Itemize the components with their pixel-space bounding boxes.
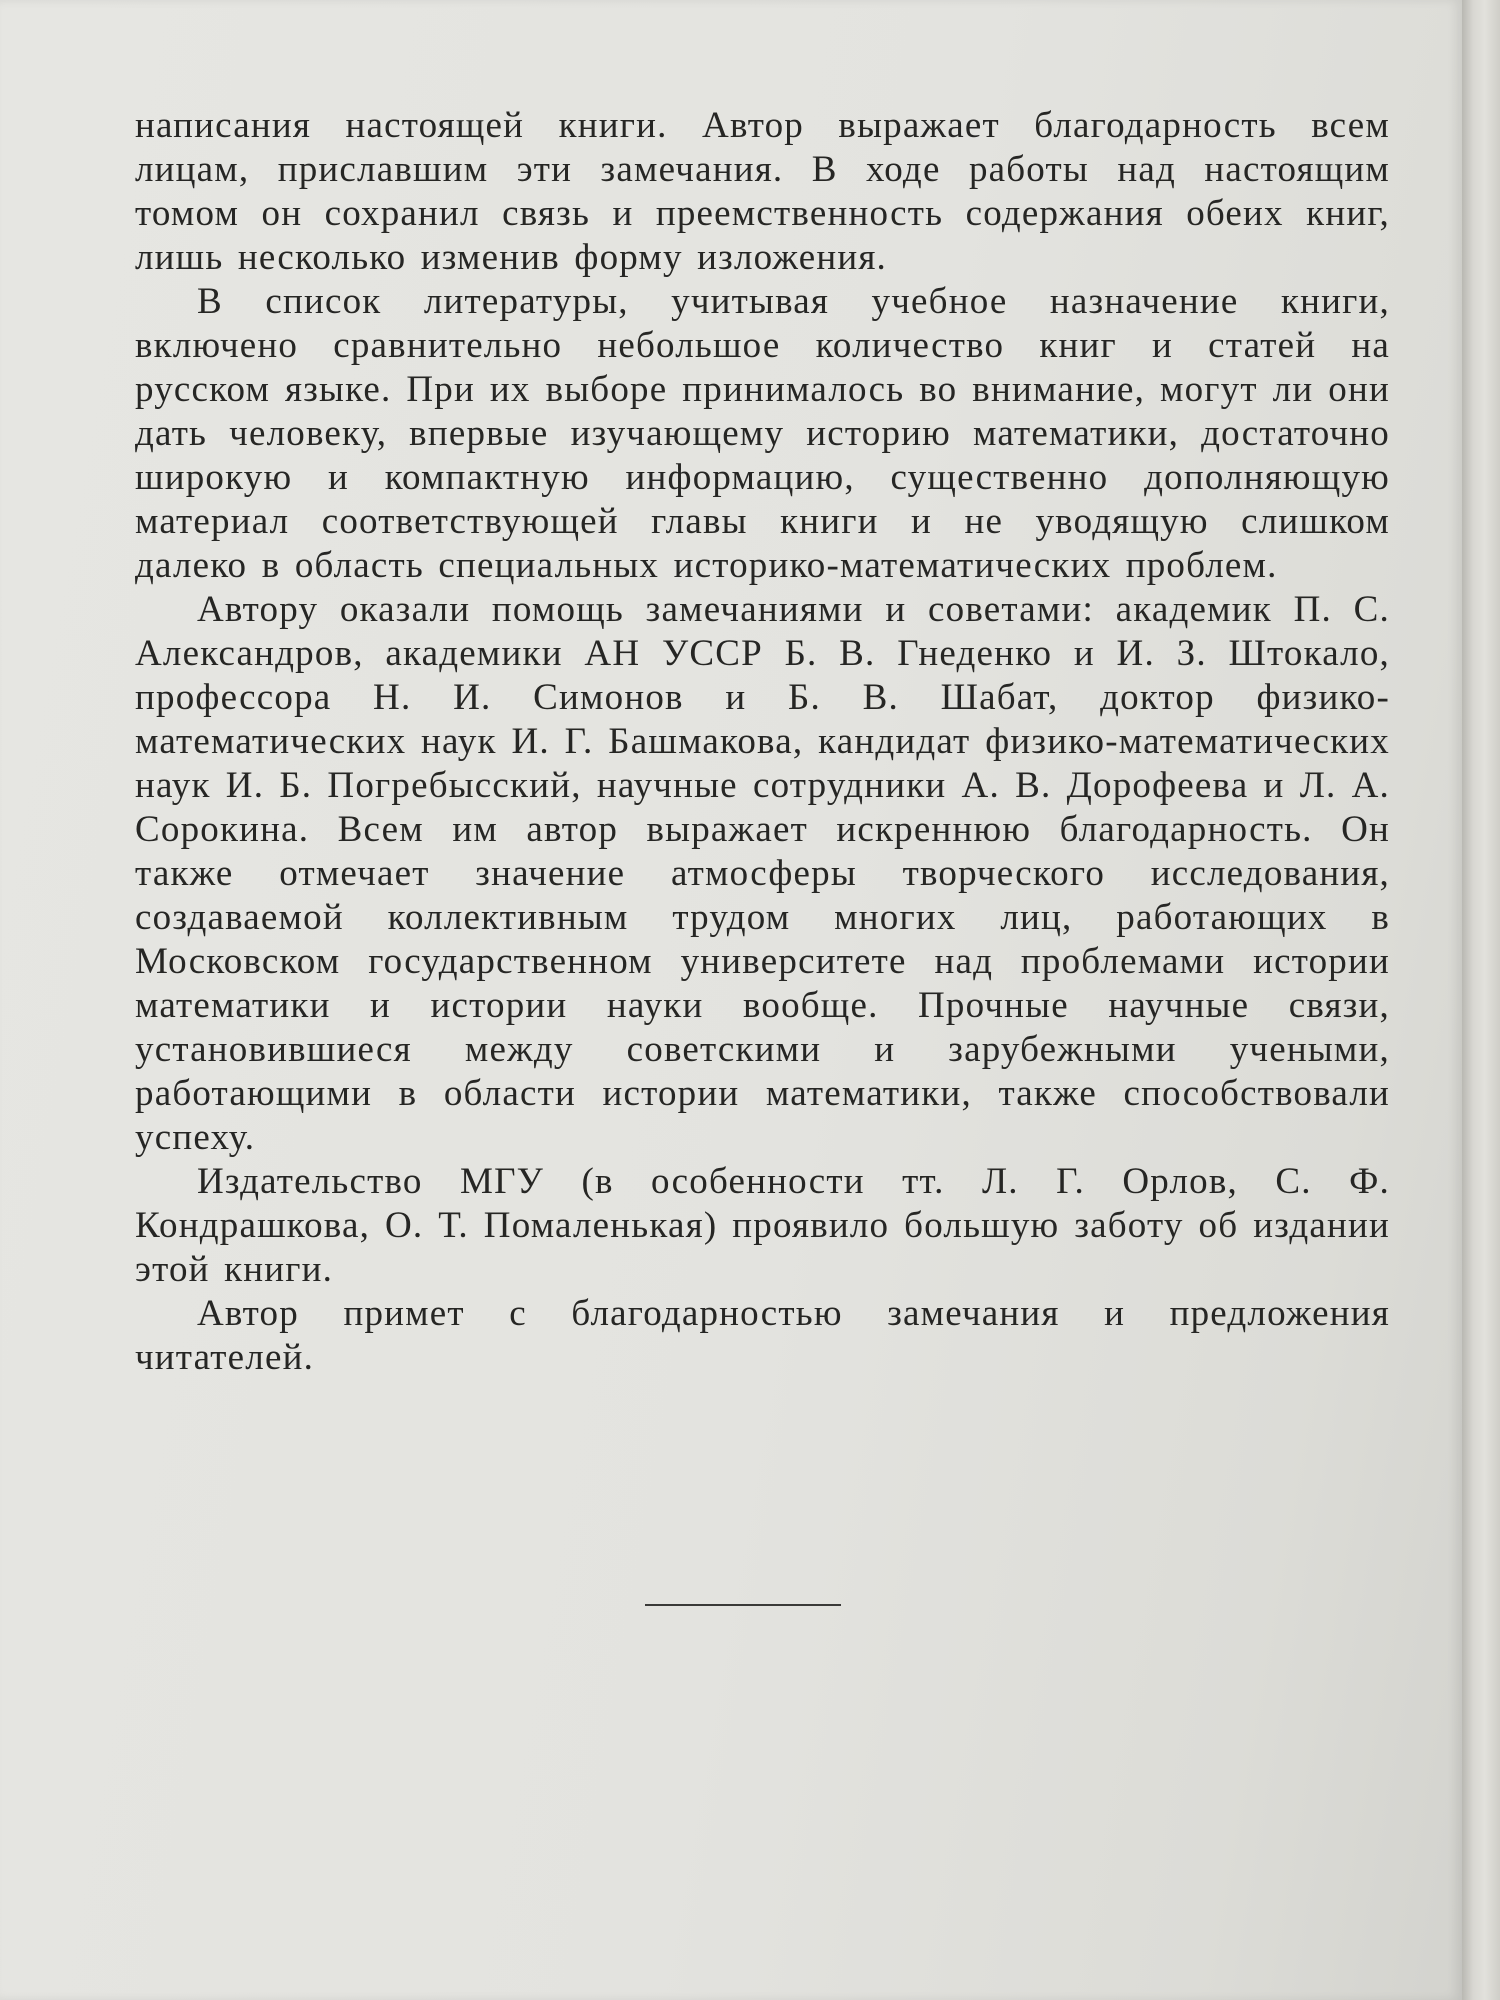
- page-edge: [1462, 0, 1500, 2000]
- end-rule-divider: [645, 1604, 841, 1606]
- page-text: [135, 104, 1390, 1380]
- paragraph-acknowledgements: Автору оказали помощь замечаниями и советами: академик П. С. Александров, академики АН УССР Б. В. Гнеденко и И. З. Штокало, профессора Н. И. Симонов и Б. В. Шабат, доктор физико-математических наук И. Г. Башмакова, кандидат физико-математических наук И. Б. Погребысский, научные сотрудники А. В. Дорофеева и Л. А. Сорокина. Всем им автор выражает искреннюю благодарность. Он также отмечает значение атмосферы творческого исследования, создаваемой коллективным трудом многих лиц, работающих в Московском государственном университете над проблемами истории математики и истории науки вообще. Прочные научные связи, установившиеся между советскими и зарубежными учеными, работающими в области истории математики, также способствовали успеху.: [135, 589, 1390, 1158]
- paragraph-bibliography: В список литературы, учитывая учебное назначение книги, включено сравнительно небольшое количество книг и статей на русском языке. При их выборе принималось во внимание, могут ли они дать человеку, впервые изучающему историю математики, достаточно широкую и компактную информацию, существенно дополняющую материал соответствующей главы книги и не уводящую слишком далеко в область специальных историко-математических проблем.: [135, 281, 1390, 586]
- paragraph-continuation: написания настоящей книги. Автор выражает благодарность всем лицам, приславшим эти замечания. В ходе работы над настоящим томом он сохранил связь и преемственность содержания обеих книг, лишь несколько изменив форму изложения.: [135, 105, 1390, 278]
- paragraph-publisher: Издательство МГУ (в особенности тт. Л. Г. Орлов, С. Ф. Кондрашкова, О. Т. Помаленькая) проявило большую заботу об издании этой книги.: [135, 1161, 1390, 1290]
- paragraph-feedback: Автор примет с благодарностью замечания и предложения читателей.: [135, 1293, 1390, 1378]
